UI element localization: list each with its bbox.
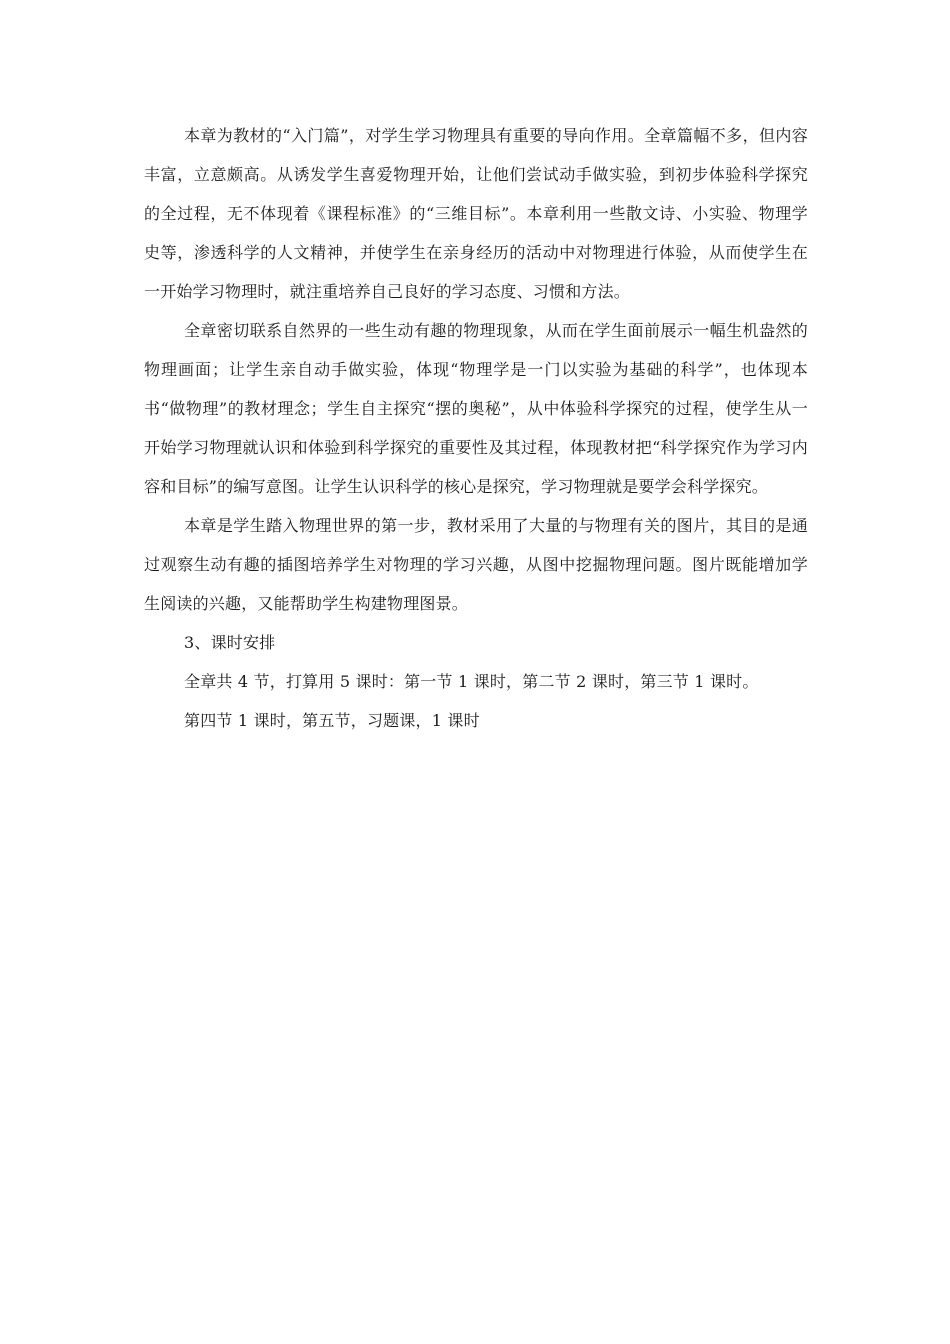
paragraph-nature: 全章密切联系自然界的一些生动有趣的物理现象，从而在学生面前展示一幅生机盎然的物理画面；让学生亲自动手做实验，体现“物理学是一门以实验为基础的科学”，也体现本书“做物理”的教材理念；学生自主探究“摆的奥秘”，从中体验科学探究的过程，使学生从一开始学习物理就认识和体验到科学探究的重要性及其过程，体现教材把“科学探究作为学习内容和目标”的编写意图。让学生认识科学的核心是探究，学习物理就是要学会科学探究。 — [144, 321, 808, 496]
document-body — [144, 116, 808, 740]
section-heading: 3、课时安排 — [184, 633, 276, 652]
paragraph-images: 本章是学生踏入物理世界的第一步，教材采用了大量的与物理有关的图片，其目的是通过观察生动有趣的插图培养学生对物理的学习兴趣，从图中挖掘物理问题。图片既能增加学生阅读的兴趣，又能帮助学生构建物理图景。 — [144, 516, 808, 613]
paragraph-intro: 本章为教材的“入门篇”，对学生学习物理具有重要的导向作用。全章篇幅不多，但内容丰富，立意颇高。从诱发学生喜爱物理开始，让他们尝试动手做实验，到初步体验科学探究的全过程，无不体现着《课程标准》的“三维目标”。本章利用一些散文诗、小实验、物理学史等，渗透科学的人文精神，并使学生在亲身经历的活动中对物理进行体验，从而使学生在一开始学习物理时，就注重培养自己良好的学习态度、习惯和方法。 — [144, 126, 808, 301]
schedule-line-2: 第四节 1 课时，第五节，习题课，1 课时 — [184, 711, 480, 730]
schedule-line-1: 全章共 4 节，打算用 5 课时：第一节 1 课时，第二节 2 课时，第三节 1 课时。 — [184, 672, 759, 691]
